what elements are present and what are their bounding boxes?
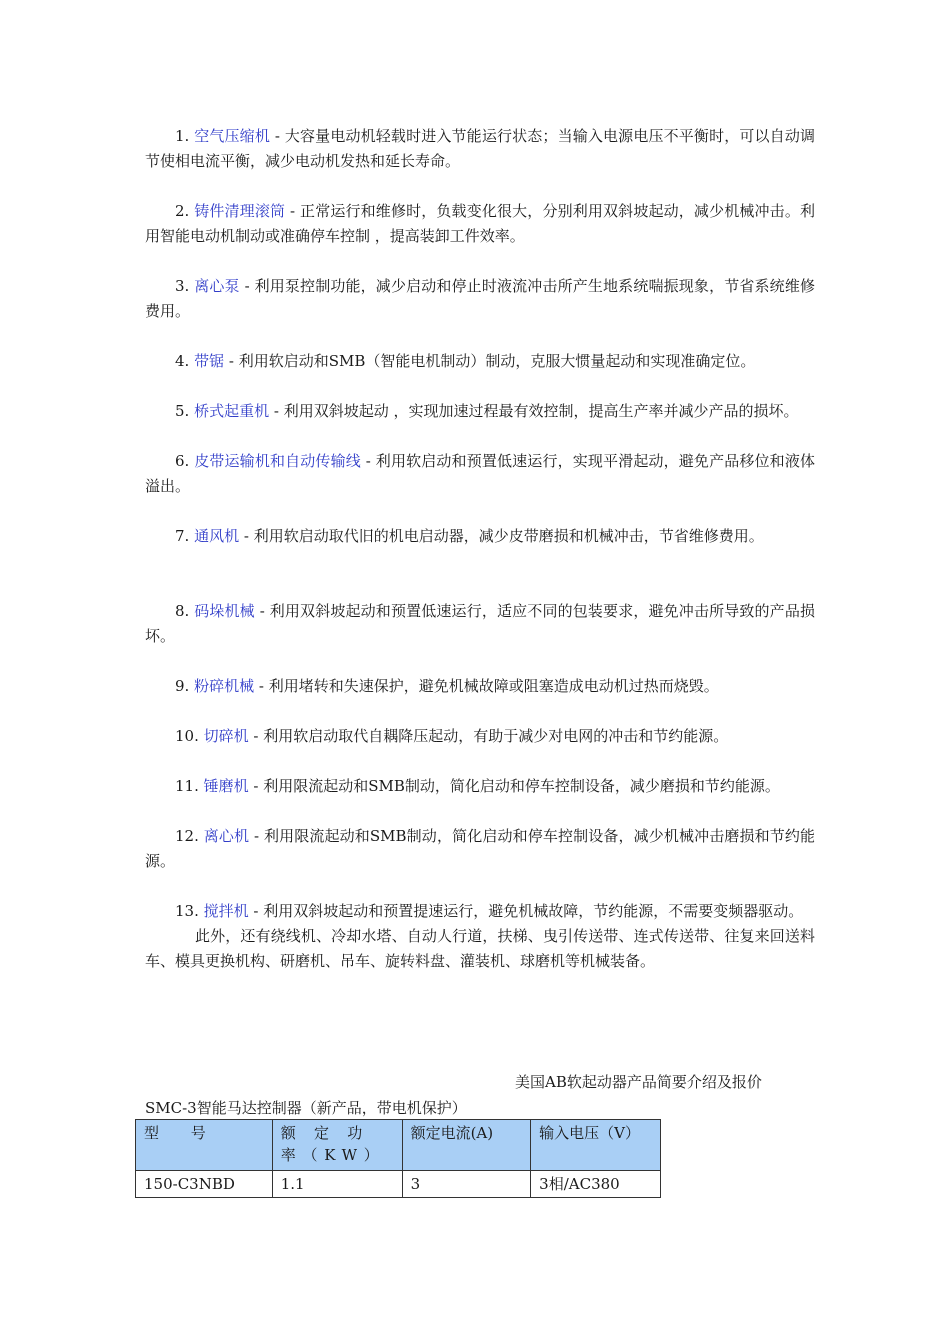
header-input-voltage: 输入电压（V） bbox=[531, 1120, 661, 1171]
item-number: 9. bbox=[175, 677, 190, 695]
application-item-11 bbox=[145, 774, 815, 799]
document-title: 美国AB软起动器产品简要介绍及报价 bbox=[515, 1073, 762, 1091]
header-rated-power: 额 定 功 率（KW） bbox=[272, 1120, 402, 1171]
item-description: - 利用软启动和SMB（智能电机制动）制动，克服大惯量起动和实现准确定位。 bbox=[224, 352, 756, 370]
header-model: 型 号 bbox=[136, 1120, 273, 1171]
item-description: - 利用堵转和失速保护，避免机械故障或阻塞造成电动机过热而烧毁。 bbox=[254, 677, 719, 695]
application-item-5 bbox=[145, 399, 815, 424]
item-link[interactable]: 搅拌机 bbox=[203, 902, 249, 920]
application-item-6 bbox=[145, 449, 815, 499]
item-link[interactable]: 切碎机 bbox=[203, 727, 249, 745]
application-item-13 bbox=[145, 899, 815, 924]
item-description: - 利用限流起动和SMB制动，简化启动和停车控制设备，减少磨损和节约能源。 bbox=[248, 777, 780, 795]
item-link[interactable]: 铸件清理滚筒 bbox=[194, 202, 286, 220]
table-header-row bbox=[136, 1120, 661, 1171]
cell-model: 150-C3NBD bbox=[136, 1171, 273, 1198]
item-link[interactable]: 带锯 bbox=[194, 352, 225, 370]
header-rated-current: 额定电流(A) bbox=[402, 1120, 531, 1171]
cell-rated-power: 1.1 bbox=[272, 1171, 402, 1198]
item-link[interactable]: 通风机 bbox=[194, 527, 240, 545]
item-number: 4. bbox=[175, 352, 190, 370]
item-link[interactable]: 粉碎机械 bbox=[194, 677, 255, 695]
application-item-3 bbox=[145, 274, 815, 324]
cell-rated-current: 3 bbox=[402, 1171, 531, 1198]
item-link[interactable]: 桥式起重机 bbox=[194, 402, 270, 420]
item-number: 6. bbox=[175, 452, 190, 470]
item-number: 10. bbox=[175, 727, 199, 745]
item-link[interactable]: 离心机 bbox=[203, 827, 250, 845]
item-number: 2. bbox=[175, 202, 190, 220]
item-number: 7. bbox=[175, 527, 190, 545]
item-link[interactable]: 空气压缩机 bbox=[194, 127, 270, 145]
item-description: - 利用双斜坡起动和预置低速运行，适应不同的包装要求，避免冲击所导致的产品损坏。 bbox=[145, 602, 815, 645]
item-link[interactable]: 离心泵 bbox=[194, 277, 240, 295]
item-number: 8. bbox=[175, 602, 190, 620]
application-item-10 bbox=[145, 724, 815, 749]
item-description: - 利用限流起动和SMB制动，简化启动和停车控制设备，减少机械冲击磨损和节约能源。 bbox=[145, 827, 815, 870]
application-item-2 bbox=[145, 199, 815, 249]
item-link[interactable]: 码垛机械 bbox=[194, 602, 255, 620]
item-description: - 正常运行和维修时，负载变化很大，分别利用双斜坡起动，减少机械冲击。利用智能电动机制动或准确停车控制 ，提高装卸工件效率。 bbox=[145, 202, 815, 245]
application-item-1 bbox=[145, 124, 815, 174]
item-number: 11. bbox=[175, 777, 199, 795]
item-description: - 利用软启动和预置低速运行，实现平滑起动，避免产品移位和液体溢出。 bbox=[145, 452, 815, 495]
cell-input-voltage: 3相/AC380 bbox=[531, 1171, 661, 1198]
closing-paragraph: 此外，还有绕线机、冷却水塔、自动人行道，扶梯、曳引传送带、连式传送带、往复来回送料车、模具更换机构、研磨机、吊车、旋转料盘、灌装机、球磨机等机械装备。 bbox=[145, 927, 815, 970]
price-table bbox=[135, 1119, 661, 1198]
application-item-8 bbox=[145, 599, 815, 649]
application-item-4 bbox=[145, 349, 815, 374]
applications-list bbox=[145, 124, 815, 974]
item-description: - 利用软启动取代旧的机电启动器，减少皮带磨损和机械冲击，节省维修费用。 bbox=[239, 527, 764, 545]
table-caption: SMC-3智能马达控制器（新产品，带电机保护） bbox=[145, 1099, 467, 1117]
item-description: - 大容量电动机轻载时进入节能运行状态；当输入电源电压不平衡时，可以自动调节使相电流平衡，减少电动机发热和延长寿命。 bbox=[145, 127, 815, 170]
item-number: 13. bbox=[175, 902, 199, 920]
application-item-7 bbox=[145, 524, 815, 549]
table-row bbox=[136, 1171, 661, 1198]
item-description: - 利用双斜坡起动和预置提速运行，避免机械故障，节约能源，不需要变频器驱动。 bbox=[248, 902, 804, 920]
application-item-9 bbox=[145, 674, 815, 699]
item-link[interactable]: 皮带运输机和自动传输线 bbox=[194, 452, 361, 470]
item-number: 1. bbox=[175, 127, 190, 145]
application-item-12 bbox=[145, 824, 815, 874]
item-number: 5. bbox=[175, 402, 190, 420]
item-description: - 利用软启动取代自耦降压起动，有助于减少对电网的冲击和节约能源。 bbox=[248, 727, 729, 745]
item-number: 12. bbox=[175, 827, 199, 845]
item-number: 3. bbox=[175, 277, 190, 295]
item-description: - 利用双斜坡起动 ，实现加速过程最有效控制，提高生产率并减少产品的损坏。 bbox=[269, 402, 799, 420]
item-description: - 利用泵控制功能，减少启动和停止时液流冲击所产生地系统喘振现象，节省系统维修费用。 bbox=[145, 277, 815, 320]
item-link[interactable]: 锤磨机 bbox=[203, 777, 249, 795]
